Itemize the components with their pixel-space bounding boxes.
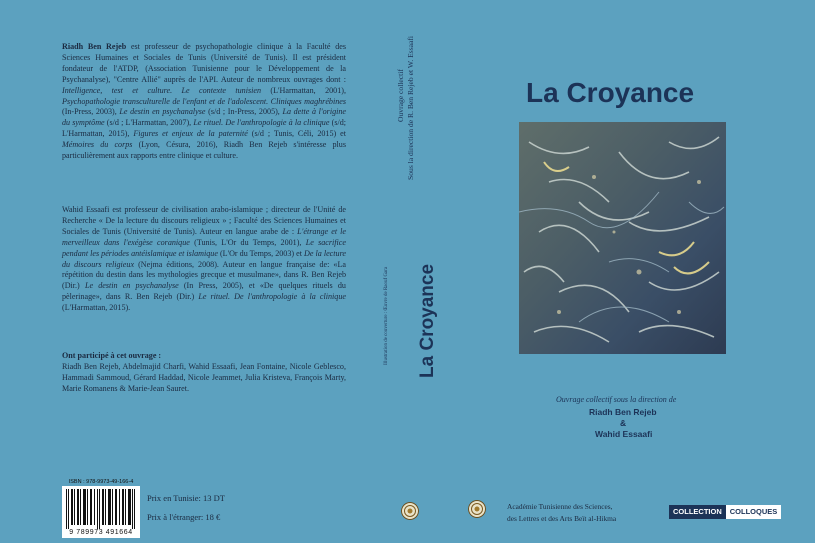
bio1-work: Le destin en psychanalyse bbox=[119, 107, 206, 117]
bio1-text: (In-Press, 2003), bbox=[62, 107, 120, 117]
bio2-work: Le destin en psychanalyse bbox=[84, 281, 179, 291]
bio1-work: Le rituel. De l'anthropologie à la clinique bbox=[193, 118, 330, 128]
academy-line-1: Académie Tunisienne des Sciences, bbox=[507, 502, 613, 511]
spine-illustration-credit: Illustration de couverture : Œuvre de Raouf Gara bbox=[384, 266, 389, 365]
collection-label: COLLECTION bbox=[669, 505, 726, 519]
collection-badge bbox=[669, 505, 781, 519]
bio1-text: (s/d ; Tunis, Céli, 2015) et bbox=[247, 129, 346, 139]
bio2-text: (L'Or du Temps, 2003) et bbox=[217, 248, 305, 258]
bio1-text: (s/d; L'Harmattan, 2015), bbox=[62, 118, 347, 139]
academy-name bbox=[507, 501, 616, 525]
bio1-text: est professeur de psychopathologie clinique à la Faculté des Sciences Humaines et Sociales de Tunis (Université de Tunis). Il est président fondateur de l'ATDP, (Association Tunisienne pour le Développement de la Psychanalyse), "Centre Allié" auprès de l'API. Auteur de nombreux ouvrages dont : bbox=[62, 42, 346, 84]
spine-title: La Croyance bbox=[417, 263, 438, 378]
spine-collective-label: Ouvrage collectif bbox=[396, 69, 405, 122]
front-author-1: Riadh Ben Rejeb bbox=[589, 407, 657, 417]
bio2-text: Wahid Essaafi est professeur de civilisation arabo-islamique ; directeur de l'Unité de Recherche « De la lecture du discours religieux » ; Faculté des Sciences Humaines et Sociales de Tunis (Université de Tunis). Auteur en langue arabe de : bbox=[62, 205, 346, 236]
cover-painting bbox=[519, 122, 726, 354]
barcode-number: 9 789973 491664 bbox=[69, 529, 133, 536]
contributors-block bbox=[62, 351, 346, 395]
front-ampersand: & bbox=[620, 418, 627, 428]
contributors-list: Riadh Ben Rejeb, Abdelmajid Charfi, Wahid Essaafi, Jean Fontaine, Nicole Geblesco, Hammadi Sammoud, Gérard Haddad, Nicole Jeammet, Julia Kristeva, François Marty, Marie Romanens & Marie-Jean Sauret. bbox=[62, 361, 346, 393]
bio2-text: (L'Harmattan, 2015). bbox=[62, 303, 131, 313]
academy-seal-icon bbox=[468, 500, 486, 518]
bio1-work: Mémoires du corps bbox=[62, 140, 133, 150]
front-title: La Croyance bbox=[526, 77, 695, 108]
bio-wahid-essaafi bbox=[62, 205, 346, 314]
price-tunisia: Prix en Tunisie: 13 DT bbox=[147, 493, 225, 503]
bio-riadh-ben-rejeb bbox=[62, 42, 346, 162]
bio1-work: Psychopathologie transculturelle de l'enfant et de l'adolescent. Cliniques maghrébines bbox=[62, 96, 346, 106]
bio1-text: (Lyon, Césura, 2016), Riadh Ben Rejeb s'intéresse plus particulièrement aux rapports entre clinique et culture. bbox=[62, 140, 346, 161]
front-caption: Ouvrage collectif sous la direction de bbox=[556, 395, 677, 404]
bio2-work: De la lecture du discours religieux bbox=[62, 248, 347, 269]
contributors-heading: Ont participé à cet ouvrage : bbox=[62, 351, 162, 360]
spine-directors: Sous la direction de R. Ben Rejeb et W. Essaafi bbox=[406, 35, 415, 180]
price-abroad: Prix à l'étranger: 18 € bbox=[147, 512, 221, 522]
bio2-text: (Tunis, L'Or du Temps, 2001), bbox=[189, 237, 306, 247]
bio1-text: (s/d ; In-Press, 2005), bbox=[205, 107, 283, 117]
bio1-text: (s/d ; L'Harmattan, 2007), bbox=[104, 118, 194, 128]
bio2-text: (Nejma éditions, 2008). Auteur en langue française de: «La répétition du destin dans les mythologies grecque et musulmane», dans R. Ben Rejeb (Dir.) bbox=[62, 259, 346, 291]
bio1-name: Riadh Ben Rejeb bbox=[62, 42, 127, 51]
collection-name: COLLOQUES bbox=[726, 505, 782, 519]
bio2-work: Le rituel. De l'anthropologie à la clinique bbox=[198, 292, 346, 302]
barcode-icon bbox=[64, 489, 138, 529]
isbn-label: ISBN : 978-9973-49-166-4 bbox=[62, 478, 140, 486]
bio2-work: L'étrange et le merveilleux dans l'exégèse coranique bbox=[62, 226, 346, 247]
academy-line-2: des Lettres et des Arts Beït al-Hikma bbox=[507, 514, 617, 523]
bio2-work: Le sacrifice pendant les périodes antéislamique et islamique bbox=[62, 237, 346, 258]
bio1-work: Intelligence, test et culture. Le contexte tunisien bbox=[62, 85, 262, 95]
bio1-text: (L'Harmattan, 2001), bbox=[261, 85, 346, 95]
bio2-text: (In Press, 2005), et «De quelques rituels du pèlerinage», dans R. Ben Rejeb (Dir.) bbox=[62, 281, 346, 302]
front-author-2: Wahid Essaafi bbox=[595, 429, 653, 439]
seal-icon bbox=[401, 502, 419, 520]
bio1-work: Figures et enjeux de la paternité bbox=[133, 129, 248, 139]
bio1-work: La dette à l'origine du symptôme bbox=[62, 107, 346, 128]
